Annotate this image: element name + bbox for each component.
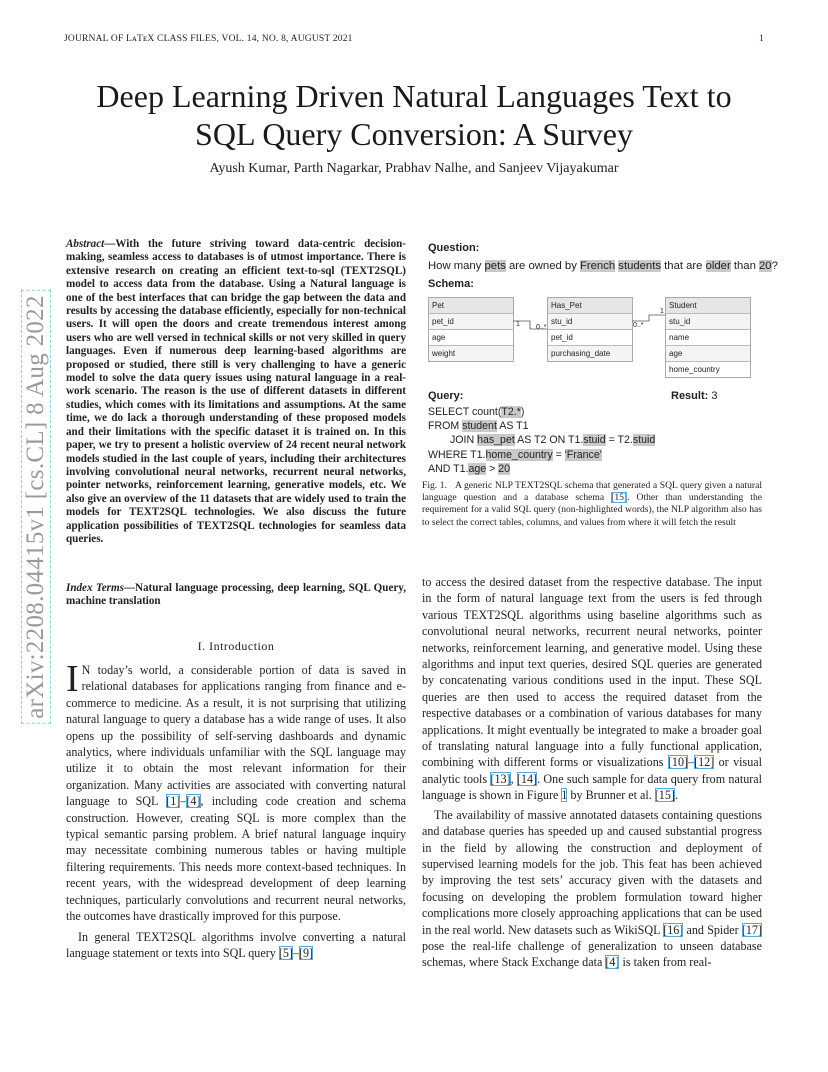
section-heading: I. Introduction — [197, 639, 275, 653]
query-label: Query: — [428, 390, 464, 402]
table-column: stu_id — [548, 313, 632, 329]
table-column: pet_id — [548, 329, 632, 345]
table-column: pet_id — [429, 313, 513, 329]
table-header: Student — [666, 298, 750, 313]
running-header — [64, 34, 764, 44]
index-terms: Index Terms—Natural language processing, deep learning, SQL Query, machine translation — [66, 582, 406, 608]
citation-link[interactable]: [15] — [654, 788, 675, 803]
arxiv-stamp[interactable] — [14, 262, 58, 752]
page-number: 1 — [759, 34, 764, 44]
intro-paragraph-1 — [66, 658, 406, 925]
table-column: home_country — [666, 361, 750, 377]
dash: – — [292, 945, 299, 960]
caption-text: A generic NLP TEXT2SQL schema that generated a SQL query given a natural language question and a database schema — [422, 480, 762, 504]
arxiv-id-link[interactable]: arXiv:2208.04415v1 [cs.CL] 8 Aug 2022 — [21, 290, 51, 724]
right-paragraph-1: to access the desired dataset from the respective database. The input in the form of natural language text from the users is fed through various TEXT2SQL algorithms using baseline algorithms such as convolutional neural networks, recurrent neural networks, pointer networks, reinforcement learning, and generative model. Using these algorithms and input text queries, desired SQL queries are generated by concatenating various conditions used in the input. These SQL queries are then used to access the required dataset from the respective databases or a combination of various databases for many applications. It might eventually be integrated to make a broader goal of translating natural language into a fully functional application, combining with different forms or visualizations [10]–[12] or visual analytic tools [13], [14]. One such sample for data query from natural language is shown in Figure 1 by Brunner et al. [15]. — [422, 575, 763, 803]
figure-caption — [422, 480, 762, 529]
table-column: name — [666, 329, 750, 345]
abstract-text: With the future striving toward data-centric decision-making, seamless access to databases is of utmost importance. There is extensive research on creating an efficient text-to-sql (TEXT2SQL) model to access data from the database. Using a Natural language is one of the best interfaces that can bridge the gap between the data and results by accessing the database efficiently, especially for non-technical users. It will open the doors and create tremendous interest among users who are well versed in technical skills or not very skilled in query languages. Even if numerous deep learning-based algorithms are proposed or studied, there still is very challenging to have a generic model to solve the data query issues using natural language in a real-work scenario. The reason is the use of different datasets in different studies, which comes with its limitations and assumptions. At the same time, we do lack a thorough understanding of these proposed models and their limitations with the specific dataset it is trained on. In this paper, we try to present a holistic overview of 24 recent neural network models studied in the last couple of years, including their architectures involving convolutional neural networks, recurrent neural networks, pointer networks, reinforcement learning, generative models, etc. We also give an overview of the 11 datasets that are widely used to train the models for TEXT2SQL technologies. We also discuss the future application possibilities of TEXT2SQL technologies for seamless data queries. — [66, 238, 406, 545]
cardinality-label: 0..* — [536, 324, 547, 331]
table-column: age — [429, 329, 513, 345]
table-column: weight — [429, 345, 513, 361]
question-label: Question: — [428, 242, 480, 254]
table-column: stu_id — [666, 313, 750, 329]
citation-link[interactable]: [12] — [694, 755, 715, 770]
intro-p1-tail: , including code creation and schema construction. However, creating SQL is more complex than the typical semantic parsing problem. A brief natural language inquiry may necessitate combining numerous tables or having multiple filtering requirements. This needs more context-based techniques. In recent years, with the widespread development of deep learning techniques, particularly convolutions and recurrent neural networks, the outcomes have drastically improved for this purpose. — [66, 794, 406, 924]
citation-link[interactable]: [10] — [667, 755, 689, 770]
drop-cap: I — [66, 658, 79, 700]
citation-link[interactable]: [1] — [166, 794, 181, 809]
intro-left-column — [66, 658, 406, 961]
figure-1 — [420, 240, 778, 475]
journal-name: JOURNAL OF LᴀTᴇX CLASS FILES, VOL. 14, NO. 8, AUGUST 2021 — [64, 34, 353, 44]
figure-link[interactable]: 1 — [561, 788, 568, 803]
abstract: Abstract—With the future striving toward data-centric decision-making, seamless access to databases is of utmost importance. There is extensive research on creating an efficient text-to-sql (TEXT2SQL) model to access data from the database. Using a Natural language is one of the best interfaces that can bridge the gap between the data and results by accessing the database efficiently, especially for non-technical users. It will open the doors and create tremendous interest among users who are well versed in technical skills or not very skilled in query languages. Even if numerous deep learning-based algorithms are proposed or studied, there still is very challenging to have a generic model to solve the data query issues using natural language in a real-work scenario. The reason is the use of different datasets in different studies, which comes with its limitations and assumptions. At the same time, we do lack a thorough understanding of these proposed models and their limitations with the specific dataset it is trained on. In this paper, we try to present a holistic overview of 24 recent neural network models studied in the last couple of years, including their architectures involving convolutional neural networks, recurrent neural networks, pointer networks, reinforcement learning, generative models, etc. We also give an overview of the 11 datasets that are widely used to train the models for TEXT2SQL technologies. We also discuss the future application possibilities of TEXT2SQL technologies for seamless data queries. — [66, 238, 406, 545]
intro-p2-text: In general TEXT2SQL algorithms involve converting a natural language statement or texts into SQL query — [66, 929, 406, 960]
schema-label: Schema: — [428, 278, 474, 290]
relation-lines — [420, 240, 765, 400]
sql-query: SELECT count(T2.*) FROM student AS T1 JOIN has_pet AS T2 ON T1.stuid = T2.stuid WHERE T1.home_country = 'France' AND T1.age > 20 — [428, 406, 656, 475]
right-paragraph-2: The availability of massive annotated datasets containing questions and database queries has speeded up and caused substantial progress in the field by allowing the construction and deployment of supervised learning models for the job. This feat has been achieved by improving the test sets’ accuracy given with the datasets and focusing on developing the problem formulation toward higher complications more closely approaching applications that can be used in the real world. New datasets such as WikiSQL [16] and Spider [17] pose the real-life challenge of generalization to unseen database schemas, where Stack Exchange data [4] is taken from real- — [422, 807, 763, 970]
citation-link[interactable]: [5] — [278, 945, 293, 960]
title-line-2: SQL Query Conversion: A Survey — [195, 116, 633, 152]
intro-right-column — [422, 574, 762, 971]
author-list: Ayush Kumar, Parth Nagarkar, Prabhav Nalhe, and Sanjeev Vijayakumar — [209, 161, 619, 176]
dash: – — [180, 794, 187, 809]
index-terms-label: Index Terms — [66, 582, 124, 594]
citation-link[interactable]: [14] — [516, 771, 538, 786]
cardinality-label: 0..* — [633, 322, 644, 329]
abstract-label: Abstract — [66, 238, 105, 250]
title-line-1: Deep Learning Driven Natural Languages Text to — [96, 78, 732, 114]
citation-link[interactable]: [16] — [663, 922, 684, 937]
citation-link[interactable]: [4] — [186, 794, 201, 809]
citation-link[interactable]: [17] — [741, 922, 763, 937]
question-text: How many pets are owned by French students that are older than 20? — [428, 260, 778, 272]
paper-title — [40, 77, 788, 153]
cardinality-label: 1 — [660, 308, 664, 315]
citation-link[interactable]: [15] — [611, 492, 628, 504]
result-label: Result: 3 — [671, 390, 718, 402]
caption-label: Fig. 1. — [422, 480, 447, 491]
index-terms-text: Natural language processing, deep learning, SQL Query, machine translation — [66, 582, 406, 608]
table-column: purchasing_date — [548, 345, 632, 361]
cardinality-label: 1 — [516, 321, 520, 328]
caption-text: . Other than understanding the requirement for a valid SQL query (non-highlighted words), the NLP algorithm also has to select the correct tables, columns, and values from where it will fetch the result — [422, 492, 762, 528]
intro-paragraph-2 — [66, 929, 406, 962]
citation-link[interactable]: [13] — [490, 771, 511, 786]
citation-link[interactable]: [4] — [605, 955, 620, 970]
table-header: Pet — [429, 298, 513, 313]
result-value: 3 — [711, 390, 718, 402]
citation-link[interactable]: [9] — [298, 945, 314, 960]
intro-p1-text: N today’s world, a considerable portion of data is saved in relational databases for applications ranging from finance and e-commerce to medicine. As a result, it is not surprising that utilizing natural language to query a database has a wide range of uses. It also opens up the possibility of self-serving dashboards and dynamic analytics, where individuals unfamiliar with the SQL language may utilize it to obtain the most relevant information for their organization. Many activities are associated with converting natural language to SQL — [66, 663, 406, 809]
table-column: age — [666, 345, 750, 361]
table-header: Has_Pet — [548, 298, 632, 313]
